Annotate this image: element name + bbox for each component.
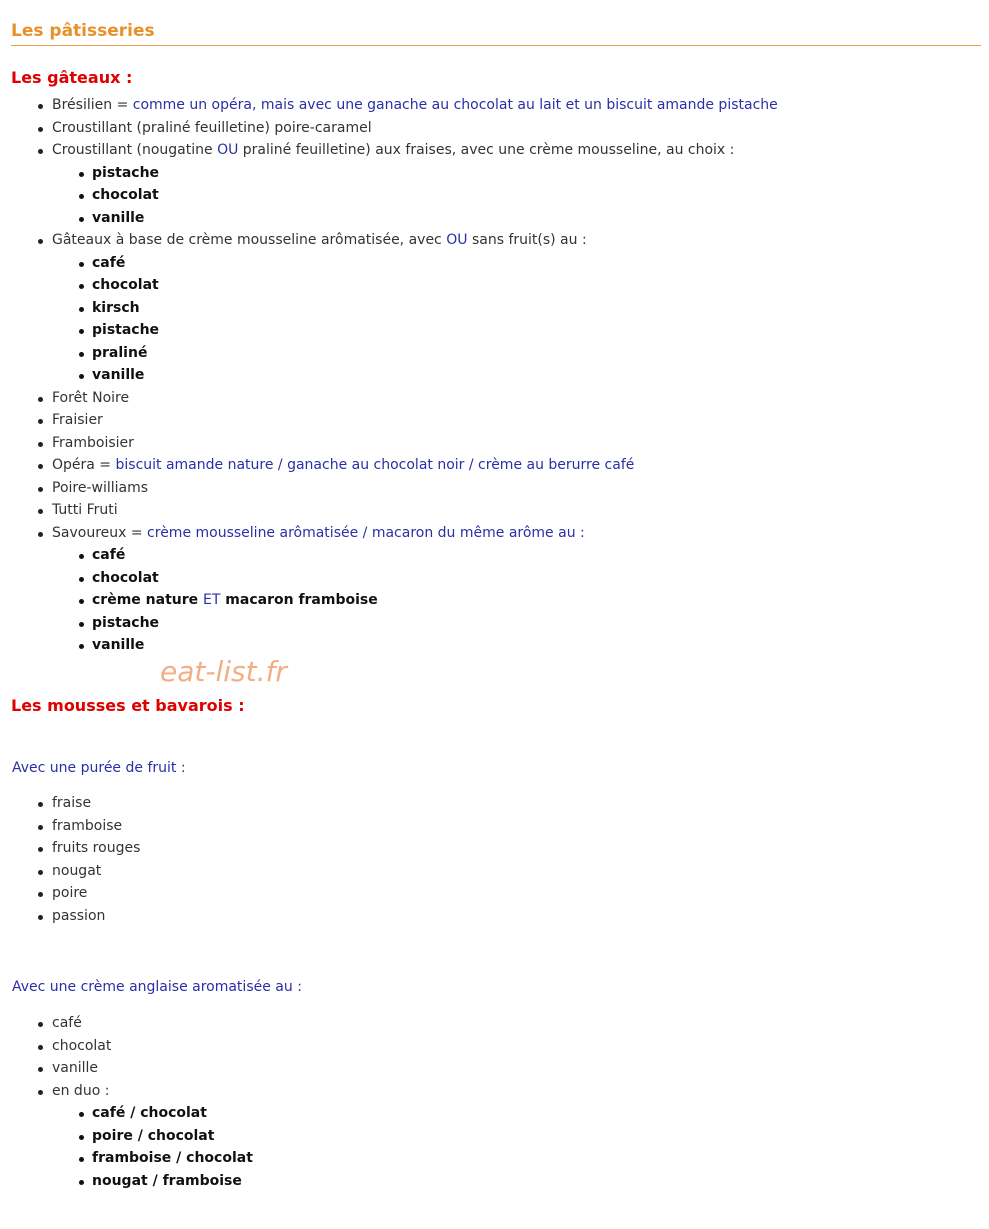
- gateaux-list: [52, 94, 972, 657]
- list-item: café: [52, 1012, 972, 1035]
- item-text: Croustillant (nougatine: [52, 142, 218, 158]
- sub-list-item: [92, 589, 972, 612]
- list-item: [52, 522, 972, 657]
- duo-list: [92, 1102, 972, 1192]
- duo-label: en duo :: [52, 1082, 110, 1099]
- item-text: praliné feuilletine) aux fraises, avec une crème mousseline, au choix :: [238, 142, 735, 158]
- section-heading-gateaux: Les gâteaux :: [11, 68, 133, 87]
- list-item: [52, 139, 972, 229]
- list-item: vanille: [52, 1057, 972, 1080]
- list-item: Fraisier: [52, 409, 972, 432]
- item-text: Gâteaux à base de crème mousseline arômatisée, avec: [52, 232, 447, 248]
- section-heading-mousses: Les mousses et bavarois :: [11, 696, 245, 715]
- or-keyword: OU: [217, 142, 239, 158]
- list-item: [52, 1080, 972, 1193]
- list-item: Framboisier: [52, 432, 972, 455]
- list-item: framboise: [52, 815, 972, 838]
- and-keyword: ET: [203, 592, 221, 608]
- sub-list-item: kirsch: [92, 297, 972, 320]
- sub-list-item: pistache: [92, 162, 972, 185]
- flavor-list: [92, 162, 972, 230]
- list-item: Poire-williams: [52, 477, 972, 500]
- flavor-list: [92, 252, 972, 387]
- list-item: fraise: [52, 792, 972, 815]
- page-title: Les pâtisseries: [11, 21, 981, 46]
- or-keyword: OU: [446, 232, 468, 248]
- sub-list-item: chocolat: [92, 274, 972, 297]
- item-description: crème mousseline arômatisée / macaron du même arôme au :: [147, 524, 585, 541]
- sub-list-item: chocolat: [92, 184, 972, 207]
- list-item: [52, 229, 972, 387]
- item-name: Brésilien =: [52, 97, 133, 113]
- sub-list-item: vanille: [92, 207, 972, 230]
- item-text: macaron framboise: [220, 592, 378, 608]
- flavor-list: [92, 544, 972, 657]
- list-item: chocolat: [52, 1035, 972, 1058]
- sub-list-item: pistache: [92, 612, 972, 635]
- list-item: Tutti Fruti: [52, 499, 972, 522]
- sub-list-item: vanille: [92, 364, 972, 387]
- watermark: eat-list.fr: [160, 655, 287, 688]
- puree-list: [52, 792, 972, 927]
- anglaise-list: [52, 1012, 972, 1192]
- sub-list-item: café: [92, 544, 972, 567]
- list-item: [52, 94, 972, 117]
- item-description: comme un opéra, mais avec une ganache au chocolat au lait et un biscuit amande pistache: [132, 97, 778, 113]
- list-item: [52, 454, 972, 477]
- puree-intro: Avec une purée de fruit :: [12, 760, 186, 776]
- sub-list-item: poire / chocolat: [92, 1125, 972, 1148]
- item-text: crème nature: [92, 592, 204, 608]
- sub-list-item: vanille: [92, 634, 972, 657]
- list-item: passion: [52, 905, 972, 928]
- anglaise-intro: Avec une crème anglaise aromatisée au :: [12, 979, 302, 995]
- list-item: fruits rouges: [52, 837, 972, 860]
- item-name: Opéra =: [52, 457, 116, 473]
- item-text: sans fruit(s) au :: [467, 232, 587, 248]
- sub-list-item: praliné: [92, 342, 972, 365]
- list-item: poire: [52, 882, 972, 905]
- list-item: Forêt Noire: [52, 387, 972, 410]
- list-item: nougat: [52, 860, 972, 883]
- sub-list-item: pistache: [92, 319, 972, 342]
- item-description: biscuit amande nature / ganache au chocolat noir / crème au berurre café: [115, 457, 635, 473]
- item-name: Savoureux =: [52, 524, 148, 541]
- sub-list-item: chocolat: [92, 567, 972, 590]
- sub-list-item: café / chocolat: [92, 1102, 972, 1125]
- list-item: Croustillant (praliné feuilletine) poire-caramel: [52, 117, 972, 140]
- sub-list-item: café: [92, 252, 972, 275]
- sub-list-item: nougat / framboise: [92, 1170, 972, 1193]
- sub-list-item: framboise / chocolat: [92, 1147, 972, 1170]
